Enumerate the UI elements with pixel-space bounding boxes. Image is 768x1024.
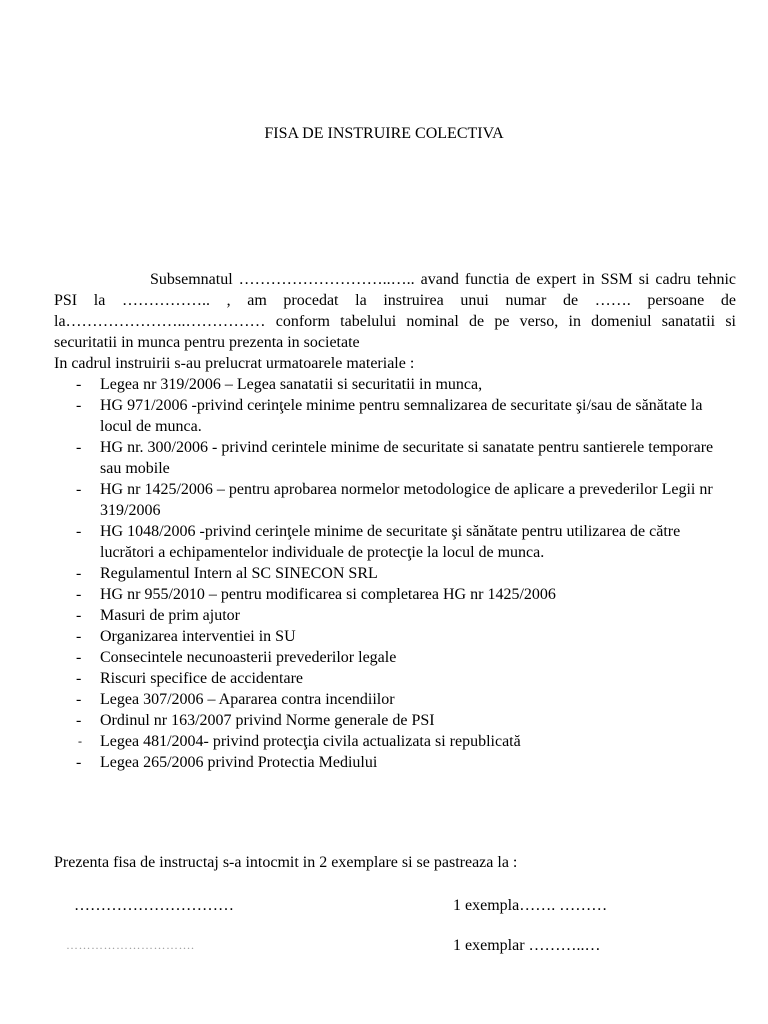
list-item (54, 626, 736, 647)
list-item (54, 752, 736, 773)
list-item-text: HG nr. 300/2006 - privind cerintele minime de securitate si sanatate pentru santierele temporare sau mobile (100, 439, 714, 477)
copy-location-blank: …………………………. (66, 938, 195, 952)
copy-count: 1 exempla……. ……… (453, 897, 608, 914)
list-item (54, 395, 736, 437)
list-item (54, 437, 736, 479)
list-dash: - (76, 691, 82, 708)
list-item (54, 689, 736, 710)
list-dash: - (76, 649, 82, 666)
list-item (54, 647, 736, 668)
list-item-text: Legea 307/2006 – Apararea contra incendiilor (100, 691, 395, 708)
document-body (54, 269, 736, 773)
list-item (54, 374, 736, 395)
list-dash: - (76, 670, 82, 687)
list-item (54, 731, 736, 752)
materials-list (54, 374, 736, 773)
list-item (54, 479, 736, 521)
intro-paragraph: Subsemnatul ………………………..….. avand functia de expert in SSM si cadru tehnic PSI la …………….. , am procedat la instruirea unui numar de ……. persoane de la…………………..…………… conform tabelului nominal de pe verso, in domeniul sanatatii si securitatii in munca pentru prezenta in societate (54, 271, 736, 351)
list-dash: - (76, 439, 82, 456)
list-dash: - (76, 754, 82, 771)
list-item-text: HG 971/2006 -privind cerinţele minime pentru semnalizarea de securitate şi/sau de sănătate la locul de munca. (100, 397, 703, 435)
list-item-text: Riscuri specifice de accidentare (100, 670, 303, 687)
list-item-text: Legea nr 319/2006 – Legea sanatatii si securitatii in munca, (100, 376, 483, 393)
copy-count: 1 exemplar ………..… (453, 937, 601, 954)
list-item-text: HG nr 955/2010 – pentru modificarea si completarea HG nr 1425/2006 (100, 586, 556, 603)
list-item-text: Organizarea interventiei in SU (100, 628, 296, 645)
list-item-text: Masuri de prim ajutor (100, 607, 240, 624)
document-title: FISA DE INSTRUIRE COLECTIVA (264, 125, 504, 142)
list-item-text: Regulamentul Intern al SC SINECON SRL (100, 565, 378, 582)
list-item (54, 563, 736, 584)
list-item-text: Legea 265/2006 privind Protectia Mediului (100, 754, 378, 771)
materials-heading: In cadrul instruirii s-au prelucrat urmatoarele materiale : (54, 355, 415, 372)
list-item (54, 710, 736, 731)
list-item (54, 584, 736, 605)
list-item (54, 605, 736, 626)
list-dash: - (76, 481, 82, 498)
list-dash: - (76, 565, 82, 582)
list-item-text: HG 1048/2006 -privind cerinţele minime de securitate şi sănătate pentru utilizarea de către lucrători a echipamentelor individuale de protecţie la locul de munca. (100, 523, 681, 561)
list-dash: - (76, 712, 82, 729)
copy-location-blank: ………………………… (74, 897, 234, 914)
closing-statement: Prezenta fisa de instructaj s-a intocmit in 2 exemplare si se pastreaza la : (54, 854, 518, 871)
list-item (54, 668, 736, 689)
list-item (54, 521, 736, 563)
list-dash: - (76, 397, 82, 414)
list-item-text: Ordinul nr 163/2007 privind Norme generale de PSI (100, 712, 435, 729)
list-item-text: Legea 481/2004- privind protecţia civila actualizata si republicată (100, 733, 521, 750)
list-dash: - (76, 586, 82, 603)
list-dash: - (78, 734, 82, 748)
list-dash: - (76, 376, 82, 393)
list-dash: - (76, 628, 82, 645)
list-dash: - (76, 607, 82, 624)
list-item-text: HG nr 1425/2006 – pentru aprobarea normelor metodologice de aplicare a prevederilor Legii nr 319/2006 (100, 481, 713, 519)
list-item-text: Consecintele necunoasterii prevederilor legale (100, 649, 397, 666)
list-dash: - (76, 523, 82, 540)
